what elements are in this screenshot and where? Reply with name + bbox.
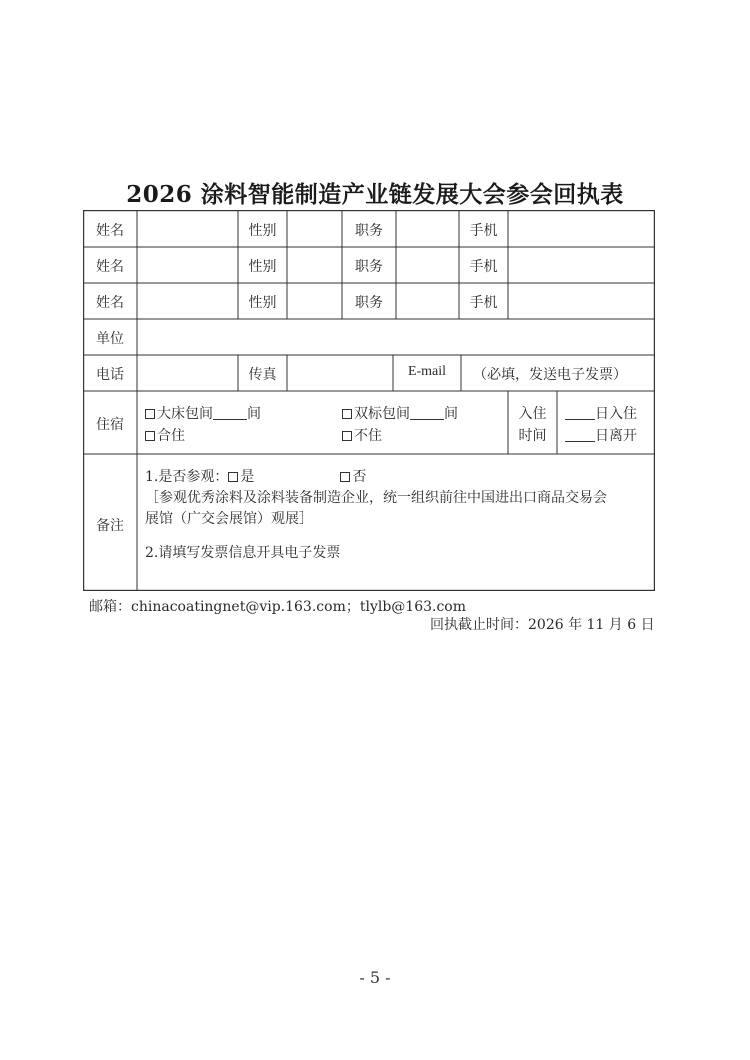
twin-text: 双标包间 [354,406,410,422]
share-text: 合住 [157,428,185,444]
contact-email-line: 邮箱：chinacoatingnet@vip.163.com；tlylb@163.com [89,599,467,615]
visit-description-2: 展馆（广交会展馆）观展］ [145,511,313,527]
big-bed-text: 大床包间 [157,406,213,422]
time-label-2: 时间 [518,428,547,444]
position-label: 职务 [355,259,383,275]
lodging-label: 住宿 [96,417,124,433]
visit-question-line [145,466,366,486]
name-label: 姓名 [96,223,124,239]
position-label: 职务 [355,223,383,239]
no-stay-text: 不住 [354,428,382,444]
name-label: 姓名 [96,295,124,311]
deadline-line: 回执截止时间：2026 年 11 月 6 日 [430,617,655,633]
checkout-text: 日离开 [595,428,637,444]
email-note: （必填，发送电子发票） [473,367,627,383]
invoice-note: 2.请填写发票信息开具电子发票 [145,545,341,561]
page-number: - 5 - [359,968,391,987]
checkin-blank[interactable] [565,407,595,420]
big-bed-count-blank[interactable] [213,407,247,420]
share-checkbox[interactable] [145,431,155,441]
no-stay-option[interactable] [342,425,382,445]
visit-no-checkbox[interactable] [340,472,350,482]
big-bed-option[interactable] [145,403,261,423]
mobile-label: 手机 [469,223,498,239]
gender-label: 性别 [248,223,277,239]
company-label: 单位 [96,331,124,347]
gender-label: 性别 [248,259,277,275]
checkin-field[interactable] [565,403,637,423]
big-bed-checkbox[interactable] [145,409,155,419]
position-label: 职务 [355,295,383,311]
room-unit: 间 [444,406,458,422]
remarks-label: 备注 [96,518,124,534]
twin-checkbox[interactable] [342,409,352,419]
room-unit: 间 [247,406,261,422]
time-label-1: 入住 [518,406,547,422]
share-option[interactable] [145,425,185,445]
gender-label: 性别 [248,295,277,311]
checkout-field[interactable] [565,425,637,445]
visit-yes-checkbox[interactable] [228,472,238,482]
twin-count-blank[interactable] [410,407,444,420]
visit-description-1: ［参观优秀涂料及涂料装备制造企业，统一组织前往中国进出口商品交易会 [145,490,607,506]
phone-label: 电话 [96,367,124,383]
mobile-label: 手机 [469,295,498,311]
visit-yes-text: 是 [240,469,255,485]
visit-question: 1.是否参观： [145,469,229,485]
fax-label: 传真 [248,367,277,383]
visit-no-text: 否 [352,469,367,485]
checkout-blank[interactable] [565,429,595,442]
twin-option[interactable] [342,403,458,423]
registration-form [83,210,655,591]
email-label: E-mail [407,364,447,379]
no-stay-checkbox[interactable] [342,431,352,441]
page-title: 2026 涂料智能制造产业链发展大会参会回执表 [126,181,624,208]
checkin-text: 日入住 [595,406,637,422]
name-label: 姓名 [96,259,124,275]
mobile-label: 手机 [469,259,498,275]
